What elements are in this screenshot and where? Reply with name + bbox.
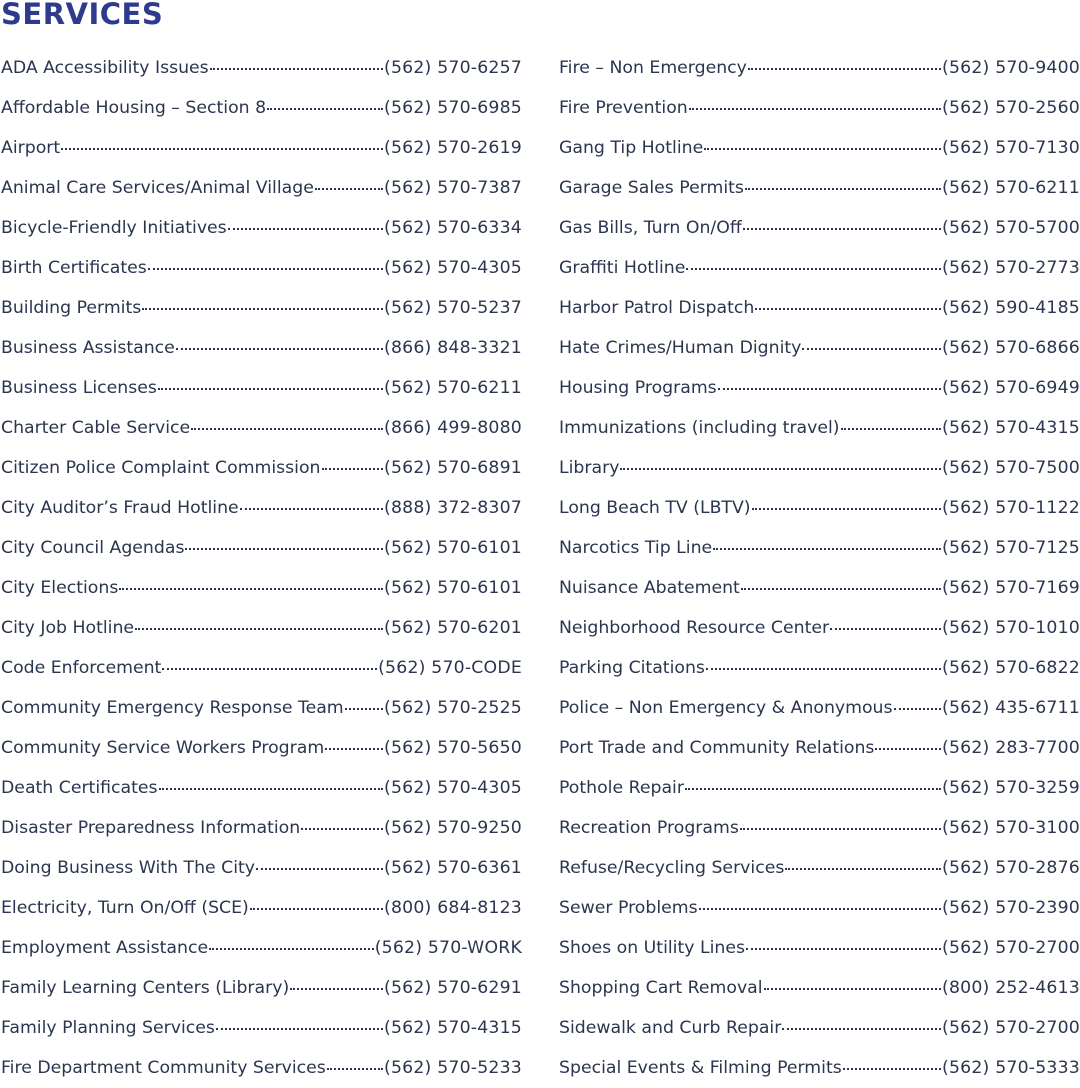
dot-leader: [250, 908, 383, 910]
dot-leader: [119, 588, 383, 590]
service-name: Recreation Programs: [559, 818, 739, 838]
service-phone-number: (562) 590-4185: [942, 298, 1080, 318]
service-entry: [1, 1008, 522, 1048]
service-name: Family Learning Centers (Library): [1, 978, 290, 998]
service-entry: [1, 848, 522, 888]
service-name: Electricity, Turn On/Off (SCE): [1, 898, 249, 918]
service-phone-number: (562) 570-2390: [942, 898, 1080, 918]
service-name: Gang Tip Hotline: [559, 138, 704, 158]
service-name: Doing Business With The City: [1, 858, 256, 878]
dot-leader: [240, 508, 383, 510]
service-name: Harbor Patrol Dispatch: [559, 298, 755, 318]
service-entry: [1, 608, 522, 648]
dot-leader: [176, 348, 383, 350]
service-entry: [1, 568, 522, 608]
service-name: Library: [559, 458, 620, 478]
dot-leader: [685, 788, 941, 790]
service-phone-number: (562) 570-1122: [942, 498, 1080, 518]
service-entry: [1, 48, 522, 88]
page-title: SERVICES: [1, 0, 164, 31]
dot-leader: [741, 588, 941, 590]
service-entry: [559, 728, 1080, 768]
service-phone-number: (562) 570-3100: [942, 818, 1080, 838]
dot-leader: [748, 68, 941, 70]
service-name: Affordable Housing – Section 8: [1, 98, 267, 118]
dot-leader: [894, 708, 942, 710]
dot-leader: [740, 828, 941, 830]
service-entry: [1, 688, 522, 728]
service-phone-number: (562) 435-6711: [942, 698, 1080, 718]
service-phone-number: (562) 570-4315: [384, 1018, 522, 1038]
service-phone-number: (562) 570-5237: [384, 298, 522, 318]
service-name: ADA Accessibility Issues: [1, 58, 209, 78]
service-entry: [559, 248, 1080, 288]
service-name: Birth Certificates: [1, 258, 147, 278]
service-entry: [1, 808, 522, 848]
service-phone-number: (562) 570-9250: [384, 818, 522, 838]
service-phone-number: (562) 570-6101: [384, 578, 522, 598]
service-name: City Elections: [1, 578, 119, 598]
dot-leader: [135, 628, 383, 630]
service-entry: [559, 968, 1080, 1008]
service-name: Nuisance Abatement: [559, 578, 740, 598]
service-name: City Council Agendas: [1, 538, 185, 558]
service-entry: [1, 288, 522, 328]
dot-leader: [782, 1028, 941, 1030]
dot-leader: [802, 348, 941, 350]
dot-leader: [256, 868, 383, 870]
service-phone-number: (562) 570-CODE: [378, 658, 522, 678]
service-name: Airport: [1, 138, 61, 158]
service-name: Graffiti Hotline: [559, 258, 686, 278]
service-name: Charter Cable Service: [1, 418, 191, 438]
dot-leader: [689, 108, 941, 110]
service-phone-number: (562) 283-7700: [942, 738, 1080, 758]
dot-leader: [743, 228, 941, 230]
service-name: Business Licenses: [1, 378, 157, 398]
service-entry: [559, 528, 1080, 568]
service-name: Bicycle-Friendly Initiatives: [1, 218, 227, 238]
service-entry: [559, 328, 1080, 368]
service-name: Animal Care Services/Animal Village: [1, 178, 314, 198]
service-phone-number: (562) 570-6101: [384, 538, 522, 558]
service-phone-number: (562) 570-5333: [942, 1058, 1080, 1078]
service-name: Neighborhood Resource Center: [559, 618, 830, 638]
service-entry: [559, 648, 1080, 688]
dot-leader: [325, 748, 383, 750]
service-name: Hate Crimes/Human Dignity: [559, 338, 802, 358]
service-entry: [1, 1048, 522, 1088]
service-phone-number: (888) 372-8307: [384, 498, 522, 518]
service-phone-number: (562) 570-6201: [384, 618, 522, 638]
service-name: Immunizations (including travel): [559, 418, 840, 438]
service-phone-number: (562) 570-6334: [384, 218, 522, 238]
service-entry: [559, 168, 1080, 208]
service-entry: [559, 128, 1080, 168]
service-name: Building Permits: [1, 298, 142, 318]
service-entry: [559, 848, 1080, 888]
service-name: Citizen Police Complaint Commission: [1, 458, 321, 478]
service-phone-number: (562) 570-6211: [384, 378, 522, 398]
dot-leader: [620, 468, 941, 470]
service-name: Police – Non Emergency & Anonymous: [559, 698, 893, 718]
service-entry: [559, 288, 1080, 328]
service-phone-number: (562) 570-6211: [942, 178, 1080, 198]
service-entry: [559, 88, 1080, 128]
service-name: Special Events & Filming Permits: [559, 1058, 842, 1078]
service-name: Narcotics Tip Line: [559, 538, 713, 558]
service-name: Community Emergency Response Team: [1, 698, 344, 718]
service-entry: [559, 1008, 1080, 1048]
dot-leader: [185, 548, 383, 550]
service-phone-number: (562) 570-7130: [942, 138, 1080, 158]
service-name: Refuse/Recycling Services: [559, 858, 785, 878]
dot-leader: [191, 428, 383, 430]
dot-leader: [713, 548, 941, 550]
dot-leader: [216, 1028, 383, 1030]
dot-leader: [345, 708, 383, 710]
service-entry: [1, 448, 522, 488]
dot-leader: [745, 188, 941, 190]
service-entry: [1, 768, 522, 808]
service-phone-number: (562) 570-6291: [384, 978, 522, 998]
service-entry: [1, 728, 522, 768]
dot-leader: [746, 948, 941, 950]
dot-leader: [148, 268, 383, 270]
dot-leader: [755, 308, 941, 310]
dot-leader: [162, 668, 377, 670]
dot-leader: [267, 108, 383, 110]
service-entry: [1, 888, 522, 928]
services-list-left: [1, 48, 522, 1088]
service-phone-number: (866) 848-3321: [384, 338, 522, 358]
service-phone-number: (562) 570-5650: [384, 738, 522, 758]
dot-leader: [315, 188, 383, 190]
service-name: Fire Department Community Services: [1, 1058, 326, 1078]
service-name: Port Trade and Community Relations: [559, 738, 875, 758]
service-phone-number: (562) 570-3259: [942, 778, 1080, 798]
service-name: Family Planning Services: [1, 1018, 215, 1038]
dot-leader: [142, 308, 383, 310]
service-name: Shopping Cart Removal: [559, 978, 763, 998]
service-entry: [559, 1048, 1080, 1088]
service-entry: [559, 488, 1080, 528]
dot-leader: [764, 988, 941, 990]
service-name: Sidewalk and Curb Repair: [559, 1018, 782, 1038]
service-phone-number: (562) 570-4305: [384, 778, 522, 798]
service-phone-number: (562) 570-6949: [942, 378, 1080, 398]
dot-leader: [61, 148, 383, 150]
service-phone-number: (800) 252-4613: [942, 978, 1080, 998]
service-name: Garage Sales Permits: [559, 178, 744, 198]
service-phone-number: (562) 570-2700: [942, 1018, 1080, 1038]
service-name: Death Certificates: [1, 778, 158, 798]
service-entry: [559, 448, 1080, 488]
service-entry: [559, 768, 1080, 808]
dot-leader: [158, 388, 383, 390]
service-name: Community Service Workers Program: [1, 738, 325, 758]
service-phone-number: (562) 570-5700: [942, 218, 1080, 238]
service-name: Fire Prevention: [559, 98, 688, 118]
dot-leader: [752, 508, 941, 510]
service-phone-number: (562) 570-6361: [384, 858, 522, 878]
service-entry: [1, 488, 522, 528]
service-entry: [1, 88, 522, 128]
service-phone-number: (562) 570-4315: [942, 418, 1080, 438]
service-entry: [559, 408, 1080, 448]
service-phone-number: (562) 570-7125: [942, 538, 1080, 558]
service-name: Gas Bills, Turn On/Off: [559, 218, 742, 238]
dot-leader: [830, 628, 941, 630]
service-phone-number: (562) 570-6866: [942, 338, 1080, 358]
service-phone-number: (562) 570-2876: [942, 858, 1080, 878]
dot-leader: [322, 468, 384, 470]
service-entry: [559, 688, 1080, 728]
service-name: Shoes on Utility Lines: [559, 938, 745, 958]
service-entry: [1, 328, 522, 368]
dot-leader: [290, 988, 383, 990]
service-entry: [559, 368, 1080, 408]
service-entry: [1, 968, 522, 1008]
service-entry: [1, 248, 522, 288]
service-name: Sewer Problems: [559, 898, 698, 918]
service-phone-number: (562) 570-2700: [942, 938, 1080, 958]
service-name: Code Enforcement: [1, 658, 162, 678]
service-phone-number: (562) 570-7387: [384, 178, 522, 198]
service-phone-number: (562) 570-1010: [942, 618, 1080, 638]
service-name: Pothole Repair: [559, 778, 684, 798]
service-phone-number: (562) 570-2619: [384, 138, 522, 158]
service-entry: [559, 888, 1080, 928]
service-name: Fire – Non Emergency: [559, 58, 747, 78]
service-name: Long Beach TV (LBTV): [559, 498, 751, 518]
service-name: City Auditor’s Fraud Hotline: [1, 498, 239, 518]
dot-leader: [327, 1068, 383, 1070]
dot-leader: [843, 1068, 941, 1070]
dot-leader: [841, 428, 941, 430]
service-name: Parking Citations: [559, 658, 705, 678]
dot-leader: [228, 228, 383, 230]
dot-leader: [704, 148, 941, 150]
service-phone-number: (800) 684-8123: [384, 898, 522, 918]
service-phone-number: (562) 570-7169: [942, 578, 1080, 598]
service-entry: [1, 368, 522, 408]
service-name: City Job Hotline: [1, 618, 135, 638]
dot-leader: [706, 668, 941, 670]
service-name: Housing Programs: [559, 378, 717, 398]
service-phone-number: (562) 570-2773: [942, 258, 1080, 278]
service-entry: [559, 568, 1080, 608]
service-phone-number: (562) 570-6822: [942, 658, 1080, 678]
dot-leader: [785, 868, 941, 870]
service-entry: [559, 928, 1080, 968]
service-entry: [1, 528, 522, 568]
service-phone-number: (562) 570-6985: [384, 98, 522, 118]
service-name: Employment Assistance: [1, 938, 209, 958]
dot-leader: [301, 828, 383, 830]
service-entry: [559, 208, 1080, 248]
service-entry: [559, 48, 1080, 88]
service-phone-number: (562) 570-WORK: [374, 938, 522, 958]
dot-leader: [718, 388, 941, 390]
service-phone-number: (562) 570-2525: [384, 698, 522, 718]
service-phone-number: (562) 570-7500: [942, 458, 1080, 478]
service-name: Business Assistance: [1, 338, 175, 358]
service-entry: [1, 168, 522, 208]
service-phone-number: (866) 499-8080: [384, 418, 522, 438]
services-list-right: [559, 48, 1080, 1088]
service-phone-number: (562) 570-2560: [942, 98, 1080, 118]
service-entry: [1, 408, 522, 448]
dot-leader: [210, 68, 383, 70]
service-name: Disaster Preparedness Information: [1, 818, 301, 838]
service-entry: [1, 128, 522, 168]
service-entry: [559, 808, 1080, 848]
dot-leader: [699, 908, 941, 910]
service-entry: [1, 648, 522, 688]
service-phone-number: (562) 570-9400: [942, 58, 1080, 78]
service-phone-number: (562) 570-6891: [384, 458, 522, 478]
service-phone-number: (562) 570-5233: [384, 1058, 522, 1078]
dot-leader: [159, 788, 384, 790]
service-phone-number: (562) 570-4305: [384, 258, 522, 278]
dot-leader: [209, 948, 374, 950]
dot-leader: [686, 268, 941, 270]
dot-leader: [875, 748, 941, 750]
service-entry: [559, 608, 1080, 648]
service-phone-number: (562) 570-6257: [384, 58, 522, 78]
service-entry: [1, 928, 522, 968]
service-entry: [1, 208, 522, 248]
